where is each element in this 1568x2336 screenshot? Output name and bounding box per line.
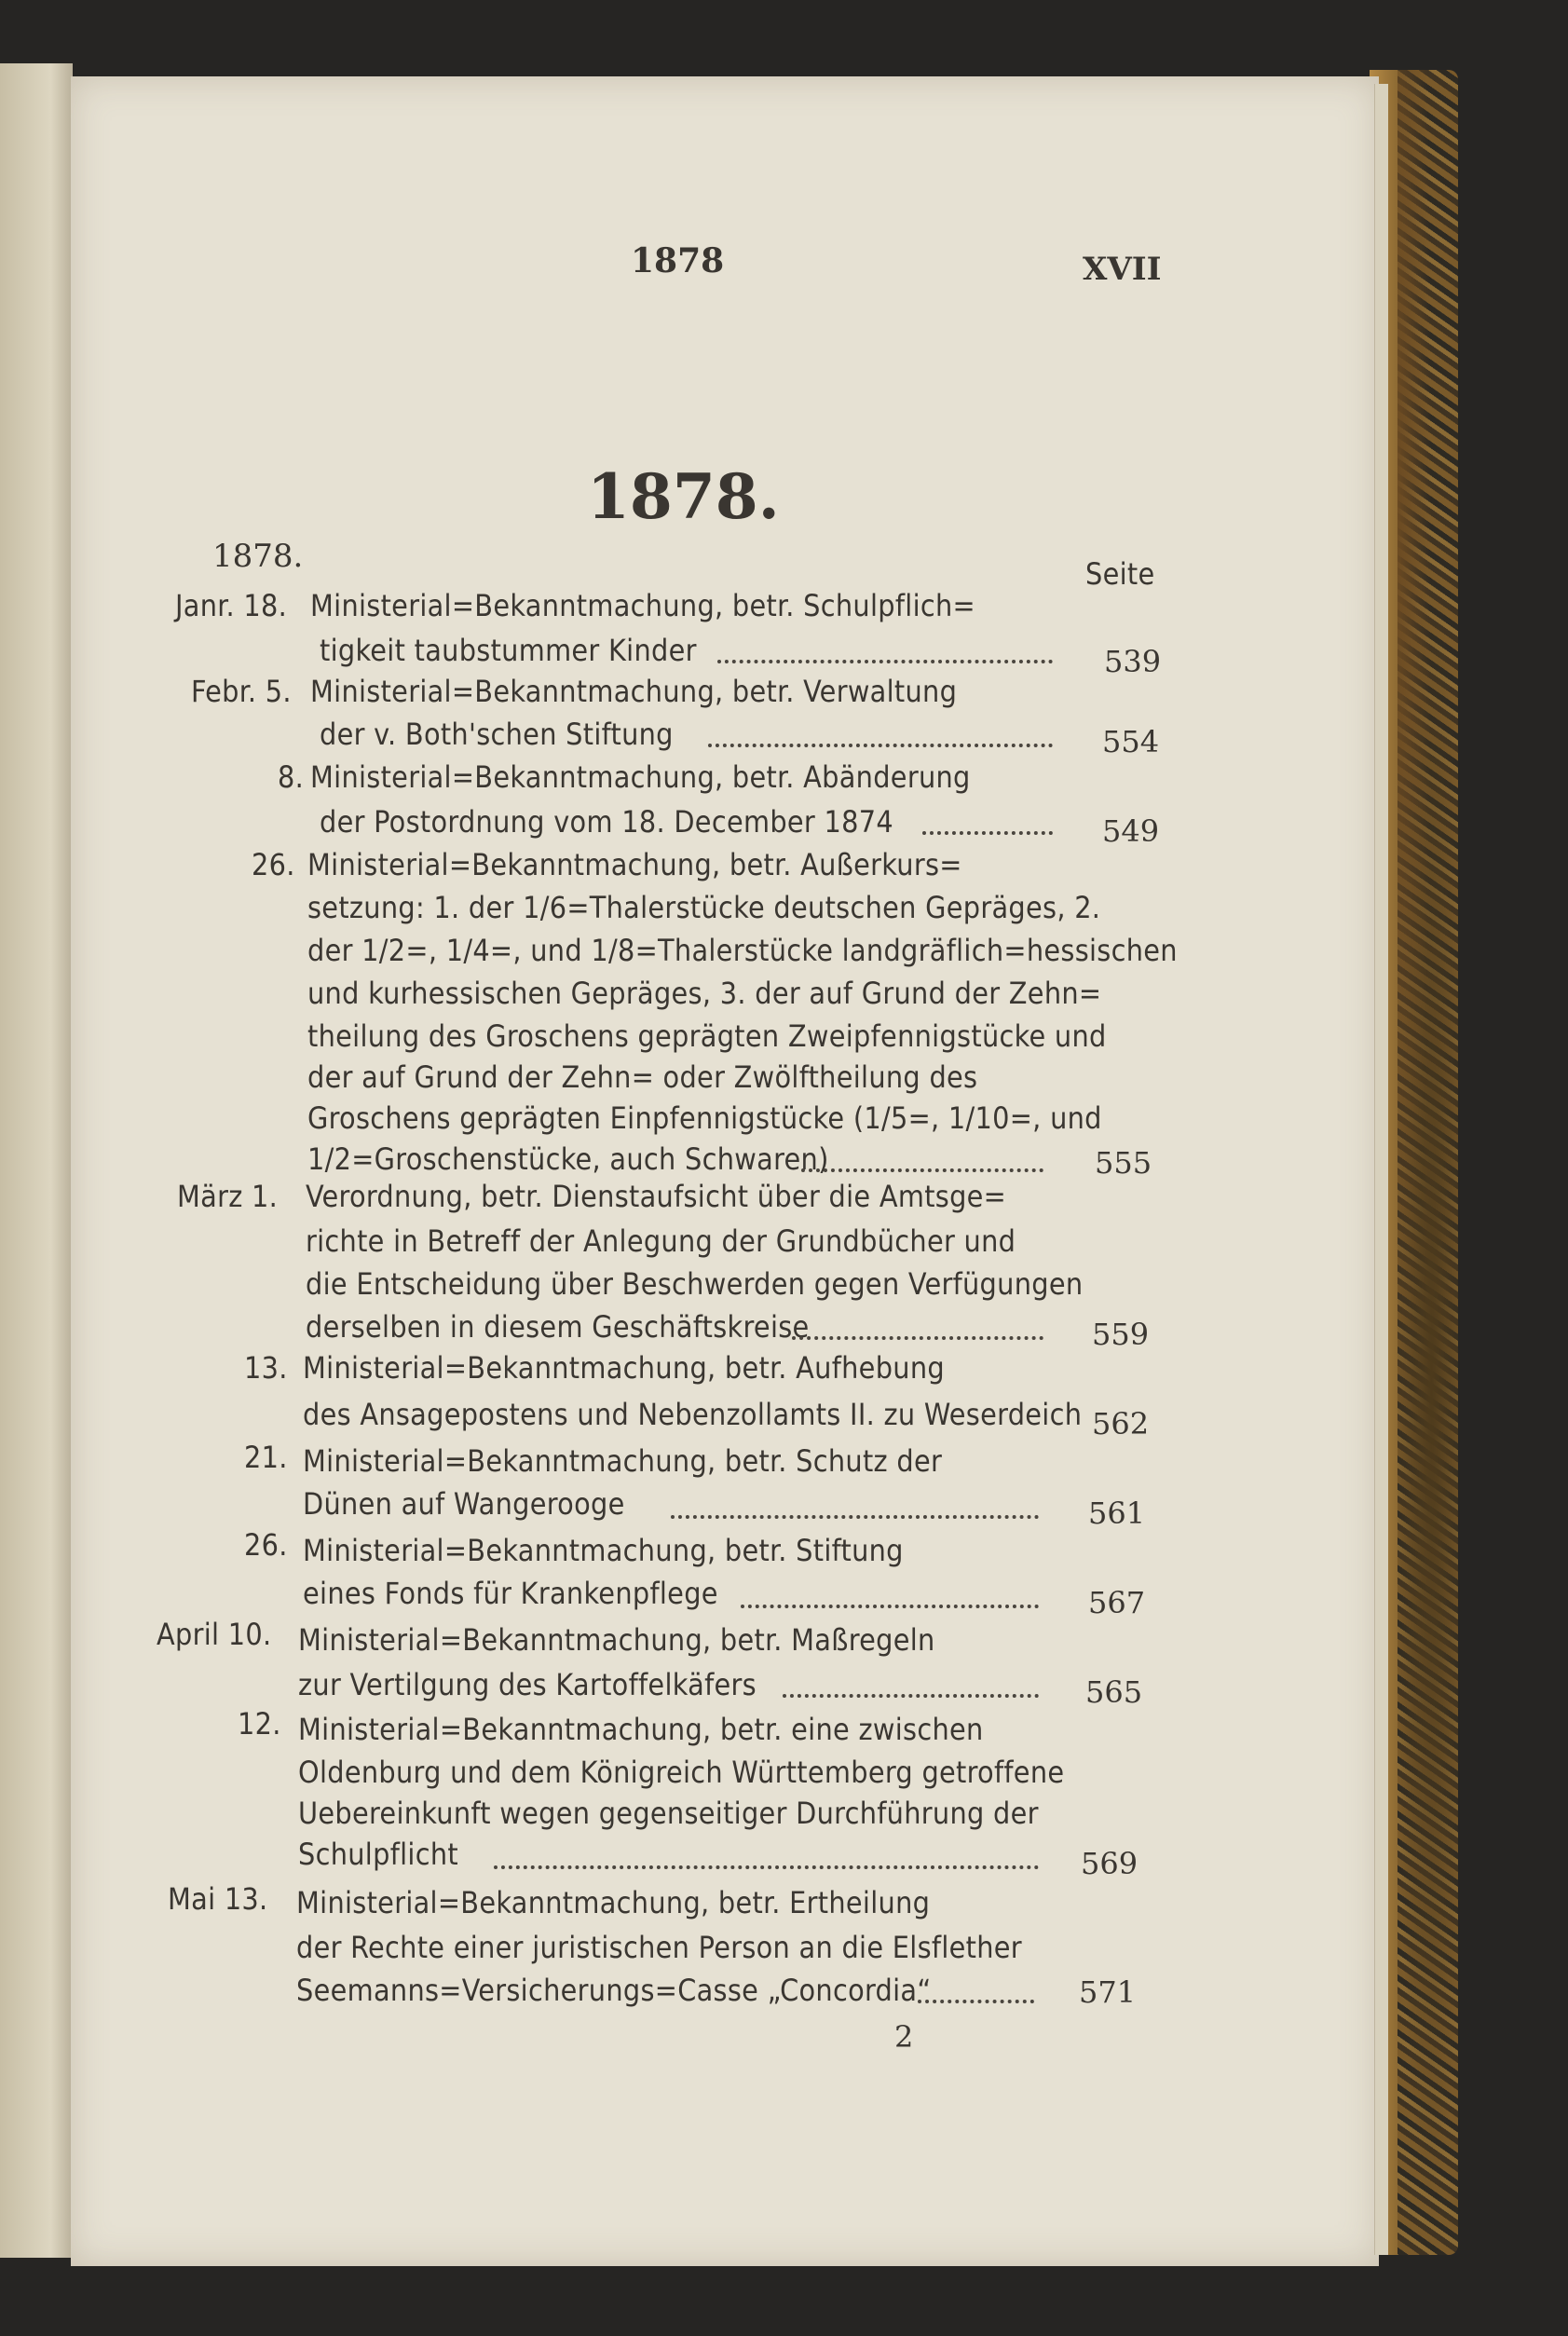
entry-line: Ministerial=Bekanntmachung, betr. Stiftung — [303, 1533, 904, 1568]
entry-line: Groschens geprägten Einpfennigstücke (1/5=, 1/10=, und — [307, 1100, 1102, 1136]
entry-line: theilung des Groschens geprägten Zweipfennigstücke und — [307, 1018, 1107, 1054]
entry-page: 559 — [1092, 1317, 1150, 1352]
entry-date: 13. — [244, 1350, 288, 1386]
entry-date: 21. — [244, 1440, 288, 1475]
entry-line: derselben in diesem Geschäftskreise — [306, 1309, 810, 1345]
signature-mark: 2 — [894, 2019, 914, 2055]
entry-line: Ministerial=Bekanntmachung, betr. Schulpflich= — [310, 588, 975, 623]
entry-line: Ministerial=Bekanntmachung, betr. Maßregeln — [298, 1622, 935, 1658]
entry-date: Febr. 5. — [191, 674, 292, 709]
entry-line: eines Fonds für Krankenpflege — [303, 1576, 718, 1611]
entry-page: 539 — [1104, 644, 1162, 679]
entry-line: tigkeit taubstummer Kinder — [320, 633, 697, 668]
column-year: 1878. — [212, 538, 304, 575]
left-page-edge — [0, 63, 73, 2258]
entry-line: zur Vertilgung des Kartoffelkäfers — [298, 1667, 757, 1702]
dot-leader — [792, 1336, 1043, 1340]
dot-leader — [922, 831, 1053, 835]
entry-line: 1/2=Groschenstücke, auch Schwaren) — [307, 1141, 829, 1177]
entry-date: 26. — [252, 847, 295, 882]
dot-leader — [801, 1168, 1043, 1172]
dot-leader — [671, 1515, 1039, 1519]
entry-line: Ministerial=Bekanntmachung, betr. Ertheilung — [296, 1885, 931, 1920]
entry-line: setzung: 1. der 1/6=Thalerstücke deutschen Gepräges, 2. — [307, 890, 1101, 925]
entry-line: Oldenburg und dem Königreich Württemberg getroffene — [298, 1755, 1065, 1790]
entry-line: Dünen auf Wangerooge — [303, 1486, 625, 1522]
dot-leader — [717, 660, 1053, 663]
page-title: 1878. — [587, 460, 780, 533]
dot-leader — [708, 744, 1053, 747]
entry-line: des Ansagepostens und Nebenzollamts II. zu Weserdeich — [303, 1397, 1083, 1432]
entry-line: richte in Betreff der Anlegung der Grundbücher und — [306, 1223, 1016, 1259]
entry-page: 554 — [1102, 724, 1160, 759]
entry-line: die Entscheidung über Beschwerden gegen Verfügungen — [306, 1266, 1084, 1302]
entry-line: und kurhessischen Gepräges, 3. der auf Grund der Zehn= — [307, 976, 1102, 1011]
header-page-number: XVII — [1083, 251, 1162, 288]
entry-line: Ministerial=Bekanntmachung, betr. Aufhebung — [303, 1350, 945, 1386]
dot-leader — [494, 1865, 1039, 1869]
entry-line: der Postordnung vom 18. December 1874 — [320, 804, 893, 840]
entry-line: der auf Grund der Zehn= oder Zwölftheilung des — [307, 1059, 978, 1095]
entry-line: Ministerial=Bekanntmachung, betr. Schutz der — [303, 1443, 943, 1479]
entry-line: Seemanns=Versicherungs=Casse „Concordia“ — [296, 1973, 932, 2008]
entry-page: 549 — [1102, 813, 1160, 849]
entry-date: 12. — [238, 1706, 281, 1742]
entry-line: Ministerial=Bekanntmachung, betr. eine zwischen — [298, 1712, 984, 1747]
entry-line: Ministerial=Bekanntmachung, betr. Verwaltung — [310, 674, 958, 709]
entry-page: 565 — [1085, 1674, 1143, 1710]
entry-page: 571 — [1079, 1974, 1137, 2010]
entry-line: Uebereinkunft wegen gegenseitiger Durchführung der — [298, 1796, 1039, 1831]
entry-date: 26. — [244, 1527, 288, 1563]
entry-line: der 1/2=, 1/4=, und 1/8=Thalerstücke landgräflich=hessischen — [307, 933, 1178, 968]
page-edge — [1374, 84, 1388, 2255]
entry-line: Verordnung, betr. Dienstaufsicht über die Amtsge= — [306, 1179, 1007, 1214]
entry-date: Mai 13. — [168, 1881, 268, 1917]
entry-page: 561 — [1088, 1496, 1146, 1531]
entry-line: Schulpflicht — [298, 1837, 458, 1872]
entry-date: Janr. 18. — [175, 588, 288, 623]
entry-page: 555 — [1095, 1145, 1152, 1181]
entry-page: 562 — [1092, 1406, 1150, 1441]
entry-page: 567 — [1088, 1585, 1146, 1620]
entry-date: März 1. — [177, 1179, 279, 1214]
entry-line: Ministerial=Bekanntmachung, betr. Abänderung — [310, 759, 971, 795]
dot-leader — [783, 1694, 1039, 1698]
entry-line: der Rechte einer juristischen Person an die Elsflether — [296, 1930, 1022, 1965]
header-year: 1878 — [631, 241, 725, 280]
column-seite: Seite — [1085, 556, 1155, 592]
entry-line: Ministerial=Bekanntmachung, betr. Außerkurs= — [307, 847, 962, 882]
entry-line: der v. Both'schen Stiftung — [320, 717, 674, 752]
dot-leader — [918, 2000, 1034, 2003]
entry-date: 8. — [278, 759, 305, 795]
dot-leader — [741, 1605, 1039, 1608]
entry-page: 569 — [1081, 1846, 1139, 1881]
entry-date: April 10. — [157, 1617, 272, 1652]
